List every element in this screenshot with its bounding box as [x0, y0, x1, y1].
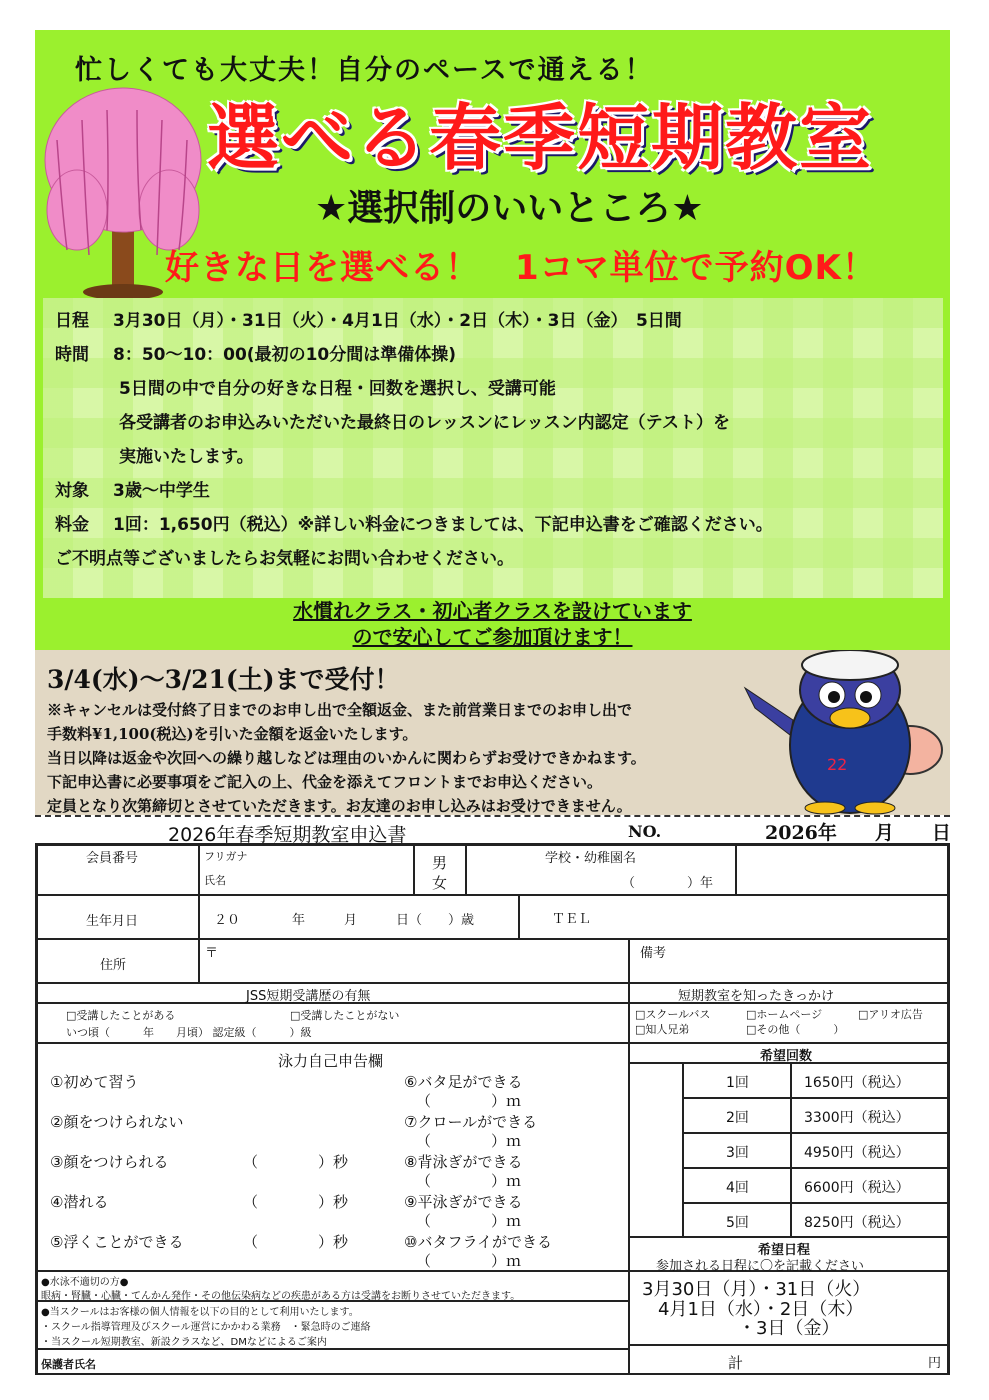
info-line: 実施いたします。: [119, 447, 254, 467]
swim-item: ③顔をつけられる: [50, 1153, 169, 1171]
birth-label-cell: 生年月日: [37, 895, 199, 939]
swim-item: ①初めて習う: [50, 1073, 139, 1091]
privacy-notice-cell: ●当スクールはお客様の個人情報を以下の目的として利用いたします。 ・スクール指導管理及びスクール運営にかかわる業務 ・緊急時のご連絡 ・当スクール短期教室、新設クラスなど、DMなどによるご案内: [37, 1301, 629, 1349]
swim-item: ②顔をつけられない: [50, 1113, 184, 1131]
time-row: 時間 8：50～10：00(最初の10分間は準備体操): [55, 345, 456, 365]
count-check-column[interactable]: [629, 1063, 683, 1237]
subtitle: ★選択制のいいところ★: [315, 188, 704, 229]
count-cell: 3回: [683, 1133, 791, 1168]
swim-report-cell[interactable]: 泳力自己申告欄 ①初めて習う ②顔をつけられない ③顔をつけられる （ ）秒 ④潜れる （ ）秒 ⑤浮くことができる （ ）秒 ⑥バタ足ができる （ ）ｍ ⑦クロールができる （ ）ｍ ⑧背泳ぎができる （ ）ｍ ⑨平泳ぎができる （ ）ｍ ⑩バタフライができる （ ）ｍ: [37, 1043, 629, 1271]
name-cell[interactable]: フリガナ 氏名: [199, 845, 414, 895]
swim-unit: （ ）ｍ: [416, 1212, 522, 1230]
fee-row: 料金 1回：1,650円（税込）※詳しい料金につきましては、下記申込書をご確認ください。: [55, 515, 773, 535]
trigger-title-cell: 短期教室を知ったきっかけ: [629, 983, 948, 1003]
application-form: [35, 843, 950, 1375]
count-title-cell: 希望回数: [629, 1043, 948, 1063]
guardian-cell[interactable]: 保護者氏名: [37, 1349, 629, 1375]
count-cell: 4回: [683, 1168, 791, 1203]
info-box: [43, 298, 943, 598]
swim-item: ⑤浮くことができる: [50, 1233, 184, 1251]
beginner-notice: 水慣れクラス・初心者クラスを設けています ので安心してご参加頂けます！: [293, 599, 692, 649]
swim-item: ⑥バタ足ができる: [404, 1073, 523, 1091]
price-cell: 4950円（税込）: [791, 1133, 948, 1168]
trigger-cell[interactable]: □スクールバス □ホームページ □アリオ広告 □知人兄弟 □その他（ ）: [629, 1003, 948, 1043]
remarks-cell[interactable]: 備考: [629, 939, 948, 983]
reception-panel: [35, 650, 950, 815]
count-cell: 2回: [683, 1098, 791, 1133]
price-cell: 6600円（税込）: [791, 1168, 948, 1203]
swim-item: ④潜れる: [50, 1193, 109, 1211]
price-cell: 1650円（税込）: [791, 1063, 948, 1098]
price-cell: 8250円（税込）: [791, 1203, 948, 1237]
penguin-mascot-icon: [735, 650, 950, 815]
swim-unit: （ ）ｍ: [416, 1132, 522, 1150]
member-no-cell[interactable]: 会員番号: [37, 845, 199, 895]
swim-unit: （ ）ｍ: [416, 1092, 522, 1110]
form-no-label: NO.: [628, 822, 662, 841]
price-cell: 3300円（税込）: [791, 1098, 948, 1133]
cut-line: [35, 815, 950, 817]
catch-copy: 忙しくても大丈夫！自分のペースで通える！: [75, 55, 654, 86]
swim-unit: （ ）秒: [243, 1153, 349, 1171]
tel-cell[interactable]: ＴＥＬ: [519, 895, 948, 939]
contact-line: ご不明点等ございましたらお気軽にお問い合わせください。: [55, 549, 514, 569]
health-notice-cell: ●水泳不適切の方● 眼病・腎臓・心臓・てんかん発作・その他伝染病などの疾患がある方は受講をお断りさせていただきます。: [37, 1271, 629, 1301]
days-title-cell: 希望日程 参加される日程に〇を記載ください: [629, 1237, 948, 1271]
school-cell[interactable]: 学校・幼稚園名 （ ）年: [466, 845, 736, 895]
count-cell: 1回: [683, 1063, 791, 1098]
info-line: 各受講者のお申込みいただいた最終日のレッスンにレッスン内認定（テスト）を: [119, 413, 730, 433]
target-row: 対象 3歳～中学生: [55, 481, 210, 501]
swim-item: ⑩バタフライができる: [404, 1233, 552, 1251]
total-cell[interactable]: 計 円: [629, 1345, 948, 1375]
page-title: 選べる春季短期教室: [207, 96, 874, 180]
swim-item: ⑨平泳ぎができる: [404, 1193, 523, 1211]
birth-cell[interactable]: ２０ 年 月 日（ ）歳: [199, 895, 519, 939]
cancel-policy: ※キャンセルは受付終了日までのお申し出で全額返金、また前営業日までのお申し出で 手数料¥1,100(税込)を引いた金額を返金いたします。 当日以降は返金や次回への繰り越しなどは理由のいかんに関わらずお受けできかねます。 下記申込書に必要事項をご記入の上、代金を添えてフロントまでお申込ください。 定員となり次第締切とさせていただきます。お友達のお申し込みはお受けできません。: [47, 701, 646, 815]
swim-unit: （ ）秒: [243, 1233, 349, 1251]
address-cell[interactable]: 〒: [199, 939, 629, 983]
swim-unit: （ ）秒: [243, 1193, 349, 1211]
header-panel: [35, 30, 950, 650]
swim-item: ⑦クロールができる: [404, 1113, 538, 1131]
count-cell: 5回: [683, 1203, 791, 1237]
sex-cell[interactable]: 男 女: [414, 845, 466, 895]
form-date-label: 2026年 月 日: [765, 822, 951, 844]
swim-unit: （ ）ｍ: [416, 1172, 522, 1190]
swim-item: ⑧背泳ぎができる: [404, 1153, 523, 1171]
selling-point: 好きな日を選べる！ 1コマ単位で予約OK！: [165, 248, 877, 288]
form-title: 2026年春季短期教室申込書: [168, 824, 407, 846]
history-cell[interactable]: □受講したことがある □受講したことがない いつ頃（ 年 月頃） 認定級（ ）級: [37, 1003, 629, 1043]
svg-text:22: 22: [827, 755, 848, 774]
school-blank-cell[interactable]: [736, 845, 948, 895]
address-label-cell: 住所: [37, 939, 199, 983]
info-line: 5日間の中で自分の好きな日程・回数を選択し、受講可能: [119, 379, 556, 399]
swim-unit: （ ）ｍ: [416, 1252, 522, 1270]
schedule-row: 日程 3月30日（月）・31日（火）・4月1日（水）・2日（木）・3日（金） 5日間: [55, 311, 682, 331]
days-select-cell[interactable]: 3月30日（月）・31日（火） 4月1日（水）・2日（木） ・3日（金）: [629, 1271, 948, 1345]
history-title-cell: JSS短期受講歴の有無: [37, 983, 629, 1003]
reception-period: 3/4(水)～3/21(土)まで受付！: [47, 665, 400, 694]
